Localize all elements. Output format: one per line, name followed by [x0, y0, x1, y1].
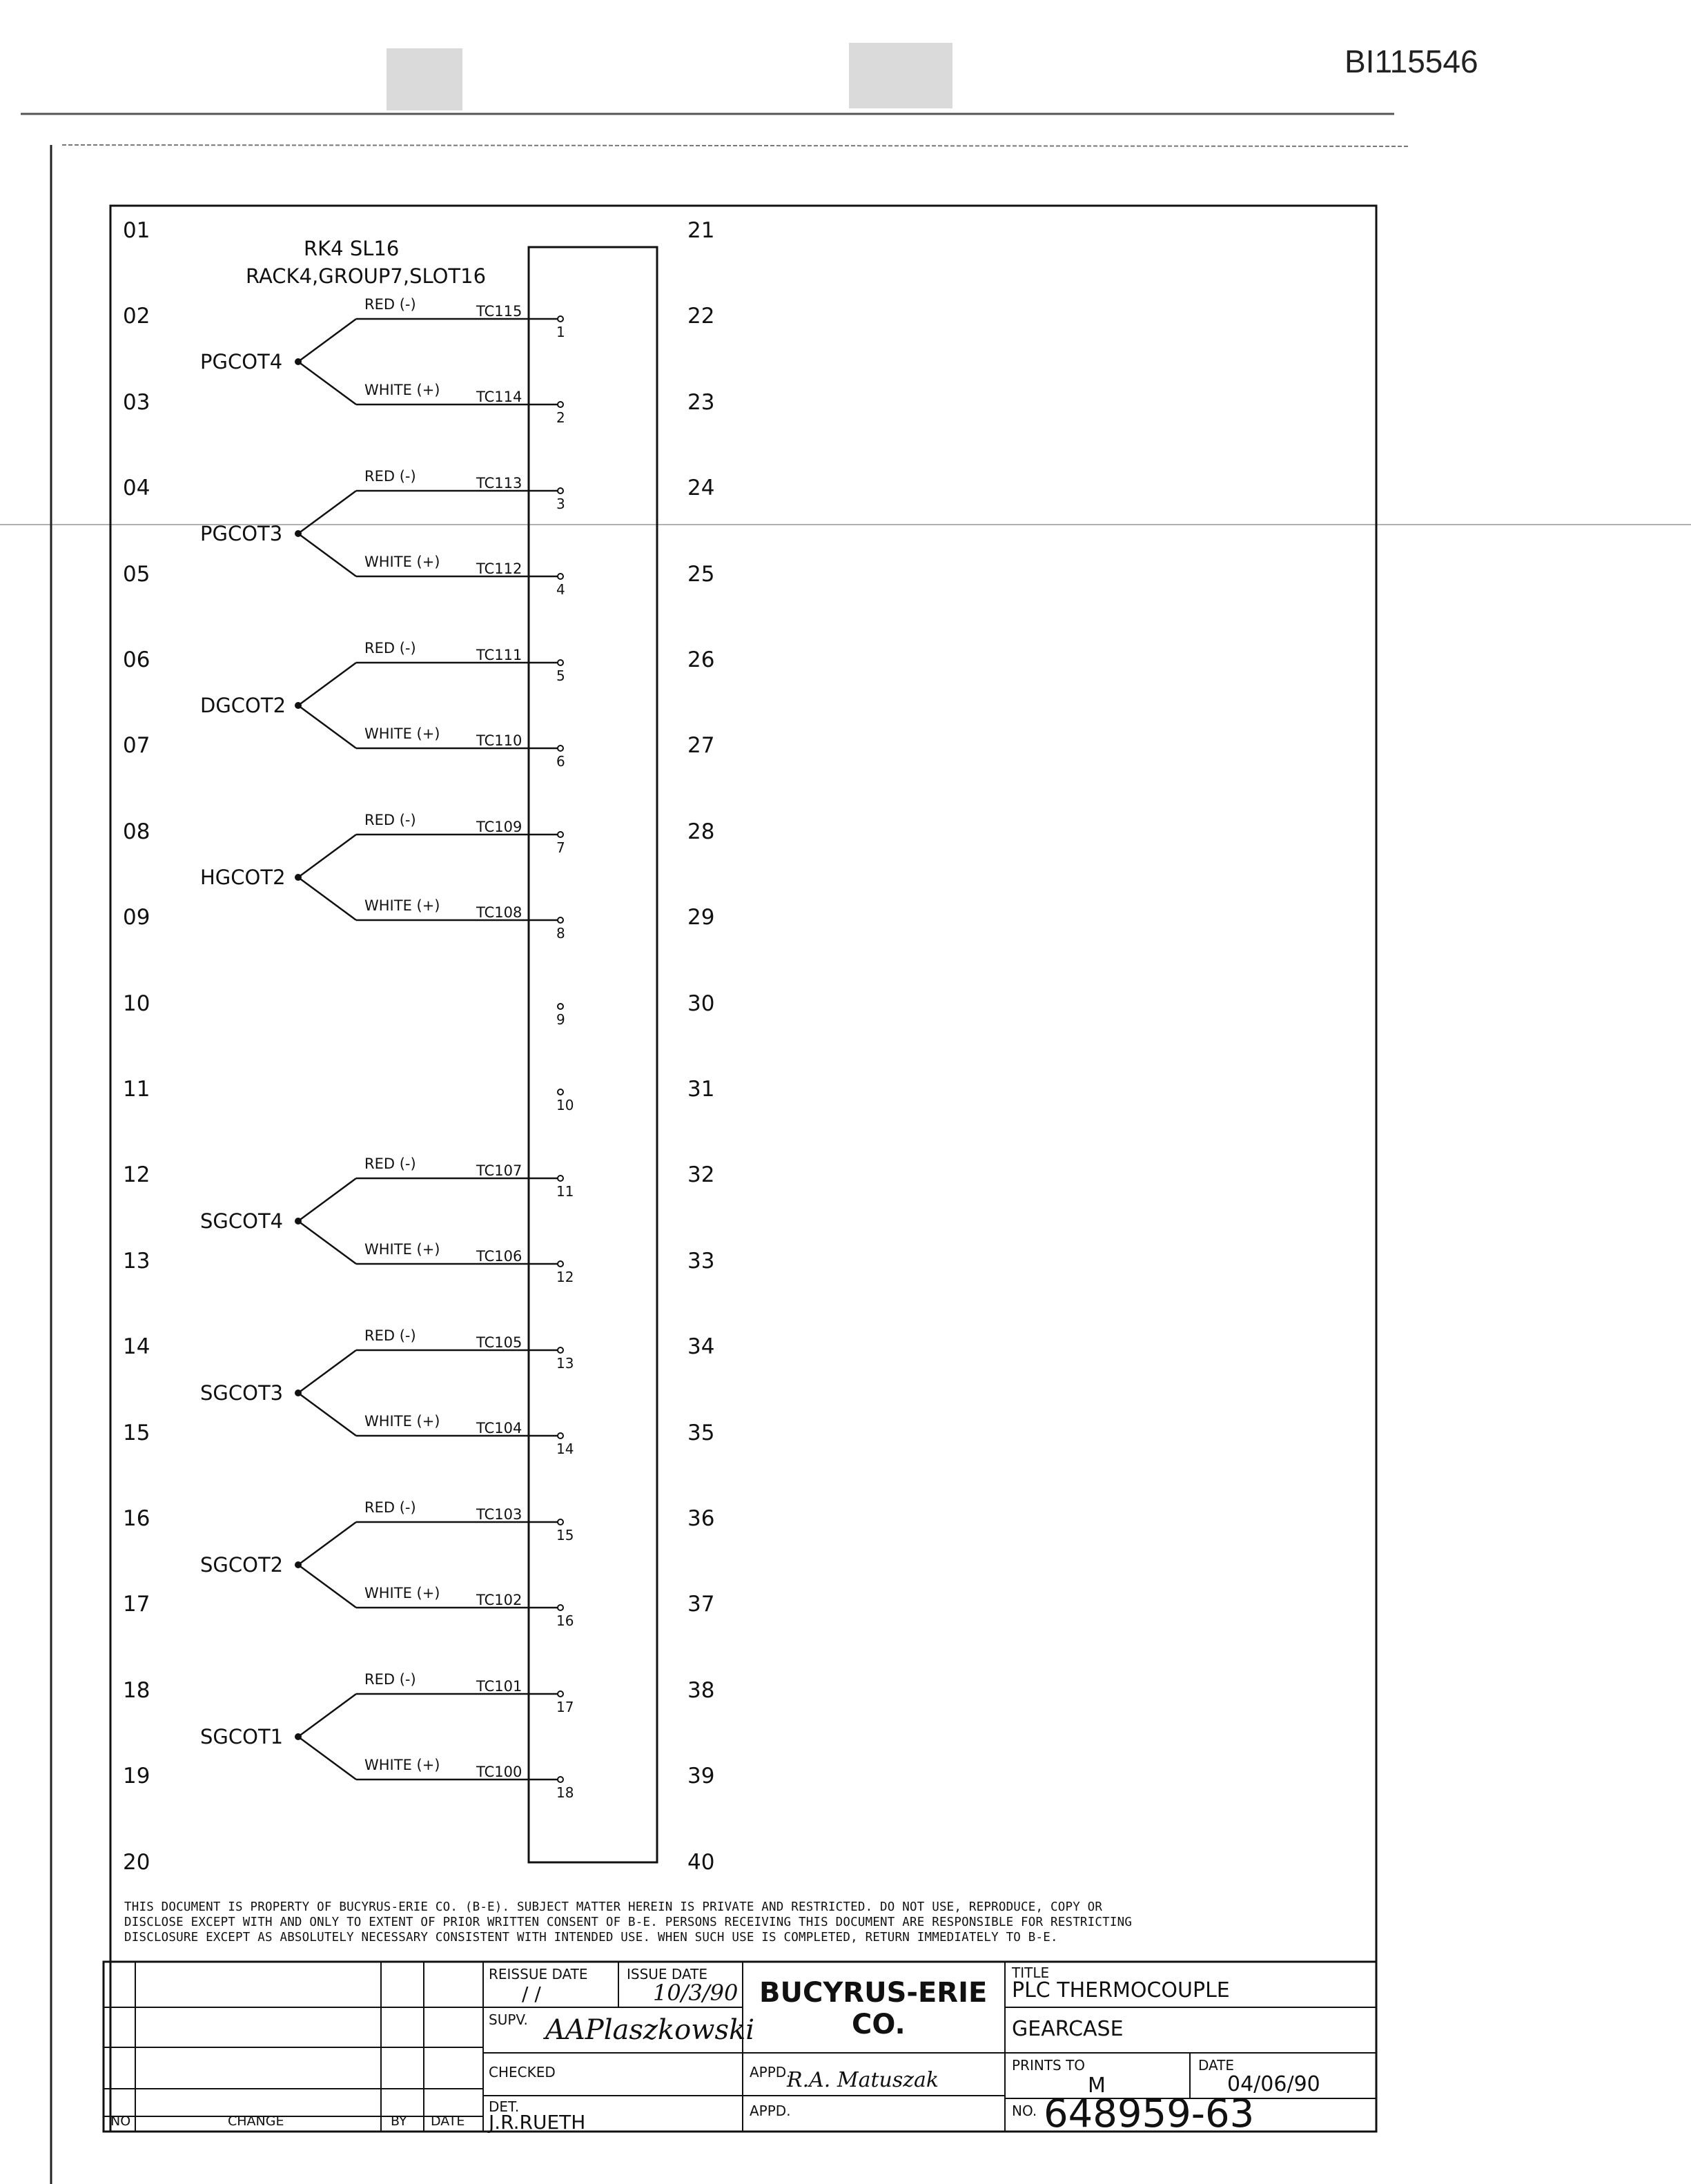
terminal-pin	[558, 1176, 563, 1181]
company-name-line2: CO.	[852, 2009, 906, 2040]
supv-caption: SUPV.	[489, 2011, 528, 2028]
red-pin-number: 7	[556, 839, 565, 856]
white-wire-diagonal	[298, 1221, 356, 1264]
unused-pin-number: 10	[556, 1097, 574, 1113]
junction-dot	[295, 1390, 302, 1396]
thermocouple-name: SGCOT4	[200, 1209, 284, 1233]
row-number-left: 08	[123, 819, 150, 844]
unused-terminals	[556, 1004, 574, 1113]
junction-dot	[295, 1733, 302, 1740]
white-tc-tag: TC102	[476, 1592, 522, 1608]
white-wire-label: WHITE (+)	[364, 554, 440, 570]
reissue-date-value: / /	[522, 1982, 541, 2005]
row-number-right: 40	[687, 1849, 715, 1875]
no-caption: NO.	[1012, 2103, 1037, 2119]
white-pin-number: 4	[556, 581, 565, 598]
rev-by-header: BY	[391, 2114, 407, 2129]
red-pin-number: 1	[556, 324, 565, 340]
row-number-left: 20	[123, 1849, 150, 1875]
row-number-right: 21	[687, 218, 715, 243]
unused-pin-number: 9	[556, 1011, 565, 1028]
row-number-left: 17	[123, 1592, 150, 1617]
white-pin-number: 18	[556, 1784, 574, 1801]
row-number-left: 10	[123, 991, 150, 1016]
issue-date-value: 10/3/90	[653, 1980, 739, 2006]
white-tc-tag: TC108	[476, 904, 522, 921]
red-wire-diagonal	[298, 1522, 356, 1565]
terminal-pin	[558, 316, 563, 322]
date-caption: DATE	[1198, 2057, 1235, 2074]
white-pin-number: 8	[556, 925, 565, 942]
row-number-left: 11	[123, 1077, 150, 1102]
junction-dot	[295, 1218, 302, 1225]
thermocouple-pgcot4	[200, 296, 565, 426]
terminal-pin-unused	[558, 1004, 563, 1009]
terminal-pin	[558, 488, 563, 494]
white-wire-diagonal	[298, 362, 356, 404]
red-wire-label: RED (-)	[364, 1499, 416, 1516]
terminal-pin	[558, 1261, 563, 1267]
terminal-pin	[558, 1519, 563, 1525]
thermocouple-sgcot3	[200, 1327, 574, 1457]
red-wire-diagonal	[298, 491, 356, 534]
row-number-right: 36	[687, 1506, 715, 1531]
row-number-left: 04	[123, 476, 150, 501]
terminal-pin	[558, 745, 563, 751]
proprietary-notice	[124, 1900, 1380, 1945]
white-wire-diagonal	[298, 1565, 356, 1608]
det-caption: DET.	[489, 2098, 520, 2115]
notice-line: THIS DOCUMENT IS PROPERTY OF BUCYRUS-ERIE CO. (B-E). SUBJECT MATTER HEREIN IS PRIVATE AND RESTRICTED. DO NOT USE, REPRODUCE, COPY OR	[124, 1900, 1103, 1914]
terminal-pin	[558, 574, 563, 579]
thermocouple-name: SGCOT2	[200, 1553, 284, 1577]
terminal-pin	[558, 402, 563, 407]
red-wire-diagonal	[298, 1694, 356, 1737]
red-tc-tag: TC109	[476, 819, 522, 835]
white-wire-diagonal	[298, 534, 356, 576]
white-pin-number: 12	[556, 1269, 574, 1285]
red-wire-diagonal	[298, 319, 356, 362]
row-number-right: 28	[687, 819, 715, 844]
row-number-right: 33	[687, 1248, 715, 1274]
thermocouple-name: DGCOT2	[200, 694, 286, 717]
junction-dot	[295, 1561, 302, 1568]
white-tc-tag: TC114	[476, 389, 522, 405]
white-tc-tag: TC106	[476, 1248, 522, 1265]
white-wire-diagonal	[298, 877, 356, 920]
terminal-block	[529, 247, 657, 1862]
thermocouple-sgcot2	[200, 1499, 574, 1629]
thermocouple-pgcot3	[200, 468, 565, 598]
red-wire-diagonal	[298, 1178, 356, 1221]
row-number-right: 31	[687, 1077, 715, 1102]
supv-signature: AAPlaszkowski	[545, 2014, 755, 2046]
company-name-line1: BUCYRUS-ERIE	[759, 1977, 988, 2009]
title-line2: GEARCASE	[1012, 2017, 1124, 2041]
row-number-right: 29	[687, 905, 715, 930]
terminal-pin	[558, 660, 563, 665]
rev-change-header: CHANGE	[228, 2114, 284, 2129]
red-wire-label: RED (-)	[364, 812, 416, 828]
appd-caption-1: APPD.	[750, 2064, 791, 2080]
red-wire-label: RED (-)	[364, 468, 416, 485]
row-number-left: 06	[123, 647, 150, 672]
junction-dot	[295, 530, 302, 537]
white-wire-diagonal	[298, 1737, 356, 1780]
white-pin-number: 2	[556, 409, 565, 426]
row-number-left: 15	[123, 1420, 150, 1445]
thermocouple-name: PGCOT4	[200, 350, 283, 373]
row-number-left: 16	[123, 1506, 150, 1531]
white-wire-label: WHITE (+)	[364, 897, 440, 914]
white-wire-diagonal	[298, 705, 356, 748]
terminal-pin	[558, 917, 563, 923]
white-wire-label: WHITE (+)	[364, 1585, 440, 1601]
junction-dot	[295, 358, 302, 365]
row-number-left: 18	[123, 1677, 150, 1703]
terminal-pin	[558, 1347, 563, 1353]
row-number-left: 12	[123, 1162, 150, 1188]
white-pin-number: 6	[556, 753, 565, 770]
rev-no-header: NO	[110, 2114, 131, 2129]
date-value: 04/06/90	[1227, 2072, 1320, 2096]
white-tc-tag: TC100	[476, 1764, 522, 1780]
white-pin-number: 14	[556, 1441, 574, 1457]
det-value: J.R.RUETH	[489, 2111, 586, 2134]
thermocouple-sgcot1	[200, 1671, 574, 1801]
white-wire-label: WHITE (+)	[364, 1241, 440, 1258]
row-number-right: 23	[687, 389, 715, 415]
white-wire-diagonal	[298, 1393, 356, 1436]
thermocouple-wiring	[200, 296, 574, 1801]
white-tc-tag: TC104	[476, 1420, 522, 1436]
row-number-right: 30	[687, 991, 715, 1016]
row-number-left: 01	[123, 218, 150, 243]
document-id: BI115546	[1345, 43, 1478, 79]
red-pin-number: 3	[556, 496, 565, 512]
red-tc-tag: TC107	[476, 1162, 522, 1179]
prints-to-caption: PRINTS TO	[1012, 2057, 1086, 2074]
row-number-left: 05	[123, 561, 150, 587]
row-number-right: 26	[687, 647, 715, 672]
prints-to-value: M	[1088, 2074, 1106, 2098]
checked-caption: CHECKED	[489, 2064, 556, 2080]
row-number-left: 03	[123, 389, 150, 415]
thermocouple-name: SGCOT3	[200, 1381, 284, 1405]
title-caption: TITLE	[1012, 1964, 1050, 1981]
terminal-pin	[558, 832, 563, 837]
red-wire-label: RED (-)	[364, 296, 416, 313]
thermocouple-sgcot4	[200, 1156, 574, 1285]
red-wire-label: RED (-)	[364, 640, 416, 656]
red-pin-number: 5	[556, 667, 565, 684]
red-pin-number: 11	[556, 1183, 574, 1200]
notice-line: DISCLOSURE EXCEPT AS ABSOLUTELY NECESSARY CONSISTENT WITH INTENDED USE. WHEN SUCH USE IS COMPLETED, RETURN IMMEDIATELY TO B-E.	[124, 1931, 1058, 1944]
thermocouple-dgcot2	[200, 640, 565, 770]
red-pin-number: 17	[556, 1699, 574, 1715]
red-wire-label: RED (-)	[364, 1156, 416, 1172]
row-number-right: 24	[687, 476, 715, 501]
thermocouple-name: HGCOT2	[200, 866, 286, 889]
red-tc-tag: TC103	[476, 1506, 522, 1523]
white-tc-tag: TC110	[476, 732, 522, 749]
title-line1: PLC THERMOCOUPLE	[1012, 1978, 1230, 2002]
red-tc-tag: TC105	[476, 1334, 522, 1351]
row-number-right: 34	[687, 1334, 715, 1360]
terminal-pin-unused	[558, 1089, 563, 1095]
red-tc-tag: TC115	[476, 303, 522, 320]
appd-signature: R.A. Matuszak	[787, 2068, 939, 2092]
red-wire-label: RED (-)	[364, 1671, 416, 1688]
red-wire-label: RED (-)	[364, 1327, 416, 1344]
red-tc-tag: TC111	[476, 647, 522, 663]
issue-date-caption: ISSUE DATE	[627, 1966, 707, 1982]
reissue-date-caption: REISSUE DATE	[489, 1966, 588, 1982]
row-number-right: 27	[687, 733, 715, 759]
row-number-right: 35	[687, 1420, 715, 1445]
row-number-left: 07	[123, 733, 150, 759]
thermocouple-name: SGCOT1	[200, 1725, 284, 1748]
junction-dot	[295, 874, 302, 881]
red-wire-diagonal	[298, 1350, 356, 1393]
row-number-left: 02	[123, 304, 150, 329]
red-wire-diagonal	[298, 663, 356, 705]
white-wire-label: WHITE (+)	[364, 1757, 440, 1773]
row-number-left: 14	[123, 1334, 150, 1360]
row-number-left: 19	[123, 1764, 150, 1789]
red-tc-tag: TC101	[476, 1678, 522, 1695]
row-number-right: 22	[687, 304, 715, 329]
terminal-pin	[558, 1777, 563, 1782]
thermocouple-name: PGCOT3	[200, 522, 283, 545]
white-wire-label: WHITE (+)	[364, 382, 440, 398]
red-wire-diagonal	[298, 835, 356, 877]
row-number-right: 25	[687, 561, 715, 587]
white-pin-number: 16	[556, 1612, 574, 1629]
terminal-pin	[558, 1691, 563, 1697]
white-wire-label: WHITE (+)	[364, 725, 440, 742]
rev-date-header: DATE	[431, 2114, 465, 2129]
appd-caption-2: APPD.	[750, 2103, 791, 2119]
white-wire-label: WHITE (+)	[364, 1413, 440, 1430]
row-number-left: 13	[123, 1248, 150, 1274]
terminal-pin	[558, 1433, 563, 1439]
rack-short-label: RK4 SL16	[304, 237, 400, 260]
junction-dot	[295, 702, 302, 709]
row-number-left: 09	[123, 905, 150, 930]
thermocouple-hgcot2	[200, 812, 565, 942]
notice-line: DISCLOSE EXCEPT WITH AND ONLY TO EXTENT OF PRIOR WRITTEN CONSENT OF B-E. PERSONS RECEIVING THIS DOCUMENT ARE RESPONSIBLE FOR RESTRICTING	[124, 1915, 1133, 1929]
white-tc-tag: TC112	[476, 560, 522, 577]
red-tc-tag: TC113	[476, 475, 522, 491]
rack-labels	[246, 237, 486, 288]
drawing-border	[110, 206, 1376, 2132]
row-number-right: 39	[687, 1764, 715, 1789]
red-pin-number: 13	[556, 1355, 574, 1372]
row-number-right: 37	[687, 1592, 715, 1617]
row-number-right: 32	[687, 1162, 715, 1188]
terminal-pin	[558, 1605, 563, 1610]
rack-full-label: RACK4,GROUP7,SLOT16	[246, 264, 487, 288]
row-number-right: 38	[687, 1677, 715, 1703]
drawing-number: 648959-63	[1044, 2092, 1255, 2136]
red-pin-number: 15	[556, 1527, 574, 1543]
